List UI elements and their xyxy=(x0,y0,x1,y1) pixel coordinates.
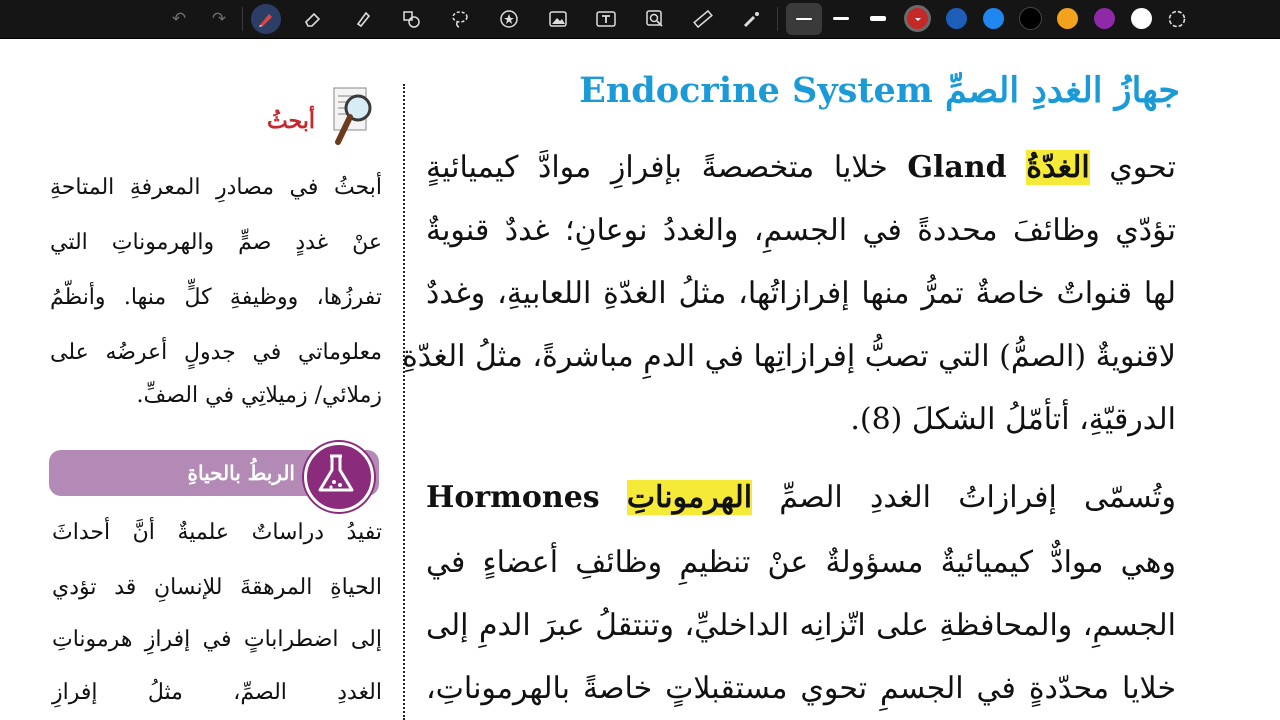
laser-pointer-icon[interactable] xyxy=(737,4,767,34)
undo-icon[interactable]: ↶ xyxy=(171,9,187,29)
sidebar-line: إلى اضطراباتٍ في إفرازِ هرموناتِ xyxy=(52,627,382,652)
paragraph-line: تؤدّي وظائفَ محددةً في الجسمِ، والغددُ نوعانِ؛ غددٌ قنويةٌ xyxy=(426,213,1176,248)
lasso-icon[interactable] xyxy=(445,4,475,34)
english-term: Hormones xyxy=(426,480,600,515)
highlighted-term-hormones: الهرموناتِ xyxy=(626,480,753,515)
paragraph-line: لها قنواتٌ خاصةٌ تمرُّ منها إفرازاتُها، مثلُ الغدّةِ اللعابيةِ، وغددٌ xyxy=(426,276,1176,311)
paragraph-line: الدرقيّةِ، أتأمّلُ الشكلَ (8). xyxy=(850,402,1176,437)
toolbar-divider xyxy=(777,7,778,31)
text-box-icon[interactable] xyxy=(591,4,621,34)
stroke-thin[interactable] xyxy=(796,18,812,20)
color-red-swatch[interactable] xyxy=(907,8,928,29)
color-orange-swatch[interactable] xyxy=(1057,8,1078,29)
annotation-toolbar xyxy=(0,0,1280,39)
image-search-icon[interactable] xyxy=(640,4,670,34)
color-white-swatch[interactable] xyxy=(1131,8,1152,29)
color-black-swatch[interactable] xyxy=(1020,8,1041,29)
sidebar-line: زملائي/ زميلاتِي في الصفِّ. xyxy=(136,383,382,408)
paragraph-line xyxy=(426,150,1176,185)
sidebar-line: معلوماتي في جدولٍ أعرضُه على xyxy=(50,340,382,365)
paragraph-line: خلايا محدّدةٍ في الجسمِ تحوي مستقبلاتٍ خاصةً بالهرموناتِ، xyxy=(426,671,1176,706)
stroke-thick[interactable] xyxy=(870,16,886,21)
paragraph-line: لاقنويةٌ (الصمُّ) التي تصبُّ إفرازاتِها في الدمِ مباشرةً، مثلُ الغدّةِ xyxy=(402,339,1176,374)
sidebar-line: الحياةِ المرهقةَ للإنسانِ قد تؤدي xyxy=(52,575,382,600)
color-picker-icon[interactable] xyxy=(1162,4,1192,34)
sticker-icon[interactable] xyxy=(494,4,524,34)
ruler-icon[interactable] xyxy=(688,4,718,34)
text-run: تحوي xyxy=(1109,150,1176,185)
flask-icon xyxy=(304,442,374,512)
color-blue-swatch[interactable] xyxy=(983,8,1004,29)
life-connection-label: الربطُ بالحياةِ xyxy=(187,461,295,485)
highlighted-term-gland: الغدّةُ xyxy=(1026,150,1090,185)
section-title: جهازُ الغددِ الصمِّ Endocrine System xyxy=(579,70,1180,111)
research-title: أبحثُ xyxy=(266,108,315,134)
sidebar-line: تفرزُها، ووظيفةِ كلٍّ منها. وأنظّمُ xyxy=(50,285,382,310)
sidebar-line: عنْ غددٍ صمٍّ والهرموناتِ التي xyxy=(50,230,382,255)
text-run: خلايا متخصصةً بإفرازِ موادَّ كيميائيةٍ xyxy=(426,150,888,185)
shapes-icon[interactable] xyxy=(396,4,426,34)
eraser-icon[interactable] xyxy=(298,4,328,34)
paragraph-line: وهي موادٌّ كيميائيةٌ مسؤولةٌ عنْ تنظيمِ وظائفِ أعضاءٍ في xyxy=(426,545,1176,580)
sidebar-line: تفيدُ دراساتٌ علميةٌ أنَّ أحداثَ xyxy=(52,520,382,545)
stroke-medium[interactable] xyxy=(833,17,849,20)
highlighter-icon[interactable] xyxy=(348,4,378,34)
paragraph-line: الجسمِ، والمحافظةِ على اتّزانِه الداخليِّ، وتنتقلُ عبرَ الدمِ إلى xyxy=(426,608,1176,643)
toolbar-divider xyxy=(242,7,243,31)
image-icon[interactable] xyxy=(543,4,573,34)
sidebar-line: أبحثُ في مصادرِ المعرفةِ المتاحةِ xyxy=(50,175,382,200)
divider-dotted xyxy=(403,84,405,720)
color-dark-blue-swatch[interactable] xyxy=(946,8,967,29)
pen-icon[interactable] xyxy=(251,4,281,34)
paragraph-line xyxy=(426,480,1176,515)
text-run: وتُسمّى إفرازاتُ الغددِ الصمِّ xyxy=(779,480,1176,515)
sidebar-line: الغددِ الصمِّ، مثلُ إفرازِ xyxy=(52,680,382,705)
redo-icon[interactable]: ↷ xyxy=(211,9,227,29)
magnifier-research-icon xyxy=(330,86,376,150)
english-term: Gland xyxy=(907,150,1007,185)
color-purple-swatch[interactable] xyxy=(1094,8,1115,29)
